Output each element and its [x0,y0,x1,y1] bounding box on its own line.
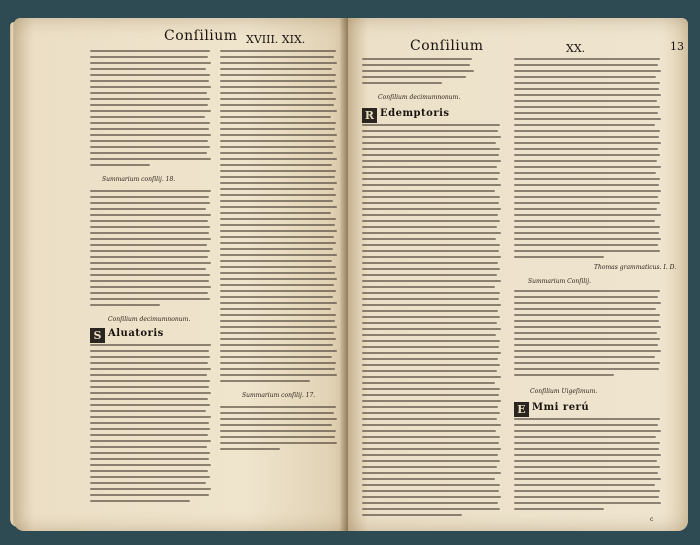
left-running-head: Conſilium [164,28,238,44]
left-page [14,18,348,531]
right-catchword: c [650,516,654,523]
right-running-head: Conſilium [410,38,484,54]
left-consilium-heading: Conſilium decimumnonum. [108,316,191,323]
left-opening-word: Aluatoris [108,328,164,339]
left-summary-heading: Summarium conſilij. 18. [102,176,176,183]
right-summary-heading: Summarium Conſilij. [528,278,591,285]
right-opening-word-2: Mmi rerú [532,402,590,413]
right-consilium-heading: Conſilium decimumnonum. [378,94,461,101]
left-folio: XVIII. XIX. [246,33,306,46]
right-folio: XX. [566,42,586,55]
right-vigesimum-heading: Conſilium Uigeſimum. [530,388,598,395]
right-signature: Thomas grammaticus. I. D. [594,264,677,271]
right-page [348,18,688,531]
right-opening-word: Edemptoris [380,108,450,119]
right-page-number: 13 [670,40,684,53]
right-drop-initial: R [362,108,377,123]
left-col2-summary-heading: Summarium conſilij. 17. [242,392,316,399]
right-drop-initial-2: E [514,402,529,417]
left-drop-initial: S [90,328,105,343]
